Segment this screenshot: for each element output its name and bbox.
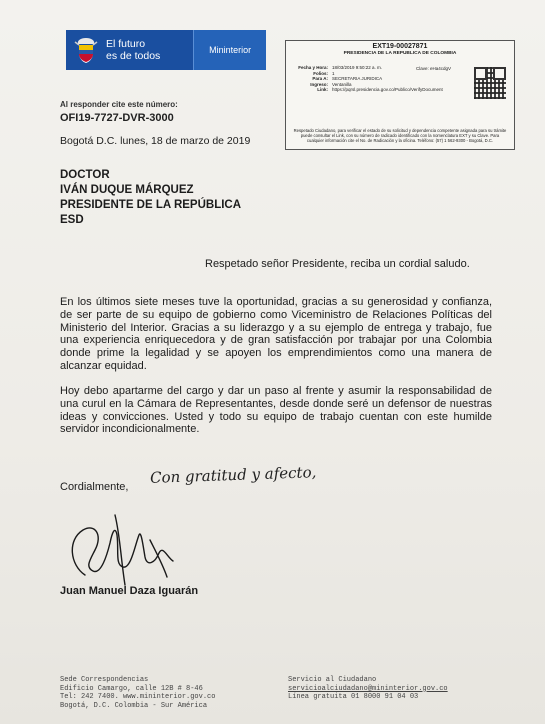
footer-service-title: Servicio al Ciudadano	[288, 676, 377, 684]
logo-slogan-line1: El futuro	[106, 38, 146, 50]
footer-line: Edificio Camargo, calle 12B # 8-46	[60, 684, 203, 693]
logo-slogan	[106, 38, 160, 62]
recipient-line: ESD	[60, 214, 84, 226]
logo-main-panel	[66, 30, 193, 70]
stamp-number: EXT19-00027871	[372, 43, 428, 50]
stamp-value: SECRETARIA JURIDICA	[332, 76, 383, 81]
stamp-clave: Clave: eHa4cdgV	[416, 66, 452, 71]
footer-line: Bogotá, D.C. Colombia - Sur América	[60, 701, 208, 710]
stamp-value: 18/03/2019 9:50:22 a. m.	[332, 65, 383, 70]
stamp-value: https://pqrsl.presidencia.gov.co/Publico/VerifyDocument	[332, 87, 443, 92]
footer-email-link[interactable]: servicioalciudadano@mininterior.gov.co	[288, 684, 448, 693]
stamp-key: Link:	[317, 87, 328, 92]
ministry-logo	[66, 30, 266, 70]
body-paragraph-1: En los últimos siete meses tuve la oportunidad, gracias a su generosidad y confianza, de ser parte de su equipo de gobierno como Viceministro de Relaciones Políticas del Ministerio del Interior. Gracias a su liderazgo y a su ejemplo de entrega y trabajo, fue una experiencia enriquecedora y de gran satisfacción por trabajar por una Colombia donde prime la legalidad y se apoyen los emprendimientos como una manera de alcanzar equidad.	[60, 296, 492, 372]
cite-label: Al responder cite este número:	[60, 100, 178, 109]
stamp-key: Ingreso:	[310, 81, 328, 87]
stamp-key: Fecha y Hora:	[298, 65, 328, 70]
recipient-line: DOCTOR	[60, 169, 110, 181]
signer-name: Juan Manuel Daza Iguarán	[60, 585, 199, 597]
filing-stamp	[285, 40, 515, 150]
stamp-value: Ventanilla	[332, 81, 352, 87]
logo-slogan-line2: es de todos	[106, 50, 161, 62]
stamp-note: Respetado Ciudadano, para verificar el estado de su solicitud y dependencia competente asignada para su trámite puede consultar el Link, con su número de radicado identificado con la nomenclatura EXT y su Clave. Para cualquier información cite el No. de Radicación y la oficina. Teléfono: (57) 1 562-9300 - Bogotá, D.C.	[293, 128, 507, 143]
stamp-organization: PRESIDENCIA DE LA REPUBLICA DE COLOMBIA	[343, 50, 457, 56]
footer-address	[60, 676, 215, 710]
body-paragraph-2: Hoy debo apartarme del cargo y dar un paso al frente y asumir la responsabilidad de una curul en la Cámara de Representantes, desde donde seré un defensor de nuestras ideas y convicciones. Usted y todo su equipo de trabajo cuentan con este humilde servidor incondicionalmente.	[60, 385, 492, 436]
qr-code-icon	[474, 67, 506, 99]
recipient-line: IVÁN DUQUE MÁRQUEZ	[60, 184, 194, 196]
signature-image	[55, 505, 205, 590]
footer-phone: Línea gratuita 01 8000 91 04 03	[288, 693, 419, 701]
recipient-block	[60, 168, 241, 228]
stamp-value: 1	[332, 70, 335, 76]
logo-ministry: Mininterior	[193, 30, 266, 70]
stamp-key: Folios:	[313, 70, 328, 76]
closing: Cordialmente,	[60, 481, 129, 493]
footer-line: Sede Correspondencias	[60, 676, 149, 684]
recipient-line: PRESIDENTE DE LA REPÚBLICA	[60, 199, 242, 211]
reference-number: OFI19-7727-DVR-3000	[60, 112, 174, 124]
stamp-row	[294, 87, 464, 93]
coat-of-arms-icon	[72, 35, 100, 65]
greeting: Respetado señor Presidente, reciba un cordial saludo.	[205, 258, 470, 270]
handwritten-note: Con gratitud y afecto,	[149, 463, 317, 487]
letter-date: Bogotá D.C. lunes, 18 de marzo de 2019	[60, 135, 251, 147]
footer-service	[288, 676, 448, 702]
footer-line: Tel: 242 7400. www.mininterior.gov.co	[60, 693, 216, 701]
stamp-key: Para A:	[312, 76, 328, 81]
